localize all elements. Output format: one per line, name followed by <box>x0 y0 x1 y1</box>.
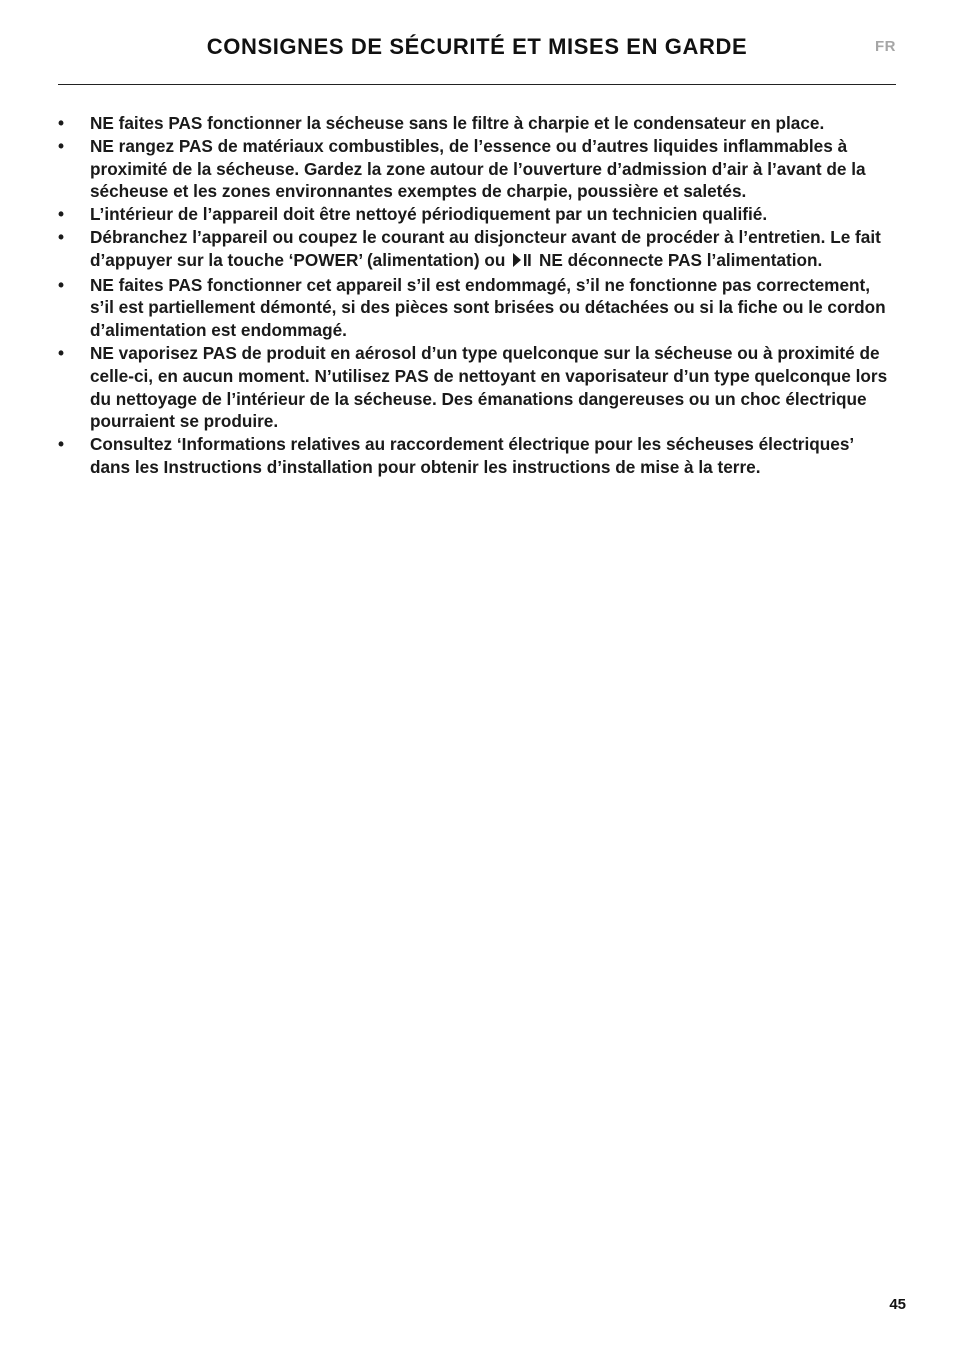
list-item <box>58 342 898 433</box>
page-number: 45 <box>889 1296 906 1313</box>
list-item-text: Débranchez l’appareil ou coupez le courant au disjoncteur avant de procéder à l’entretien. Le fait d’appuyer sur la touche ‘POWER’ (alimentation) ou <box>90 226 881 270</box>
list-item <box>58 274 898 342</box>
safety-warnings-list <box>58 112 898 479</box>
play-pause-icon <box>512 251 532 274</box>
list-item-text: NE faites PAS fonctionner la sécheuse sans le filtre à charpie et le condensateur en place. <box>90 113 825 133</box>
list-item-text: NE vaporisez PAS de produit en aérosol d’un type quelconque sur la sécheuse ou à proximité de celle-ci, en aucun moment. N’utilisez PAS de nettoyant en vaporisateur d’un type quelconque lors du nettoyage de l’intérieur de la sécheuse. Des émanations dangereuses ou un choc électrique pourraient se produire. <box>90 342 888 432</box>
bullet-icon: • <box>58 204 65 225</box>
list-item-text: L’intérieur de l’appareil doit être nettoyé périodiquement par un technicien qualifié. <box>90 204 768 225</box>
bullet-icon: • <box>58 226 65 247</box>
bullet-icon: • <box>58 135 65 156</box>
bullet-icon: • <box>58 342 65 363</box>
list-item-text: NE faites PAS fonctionner cet appareil s’il est endommagé, s’il ne fonctionne pas correctement, s’il est partiellement démonté, si des pièces sont brisées ou détachées ou si la fiche ou le cordon d’alimentation est endommagé. <box>90 274 886 341</box>
list-item <box>58 226 898 274</box>
language-label: FR <box>875 38 896 55</box>
list-item <box>58 203 898 226</box>
list-item-text: Consultez ‘Informations relatives au raccordement électrique pour les sécheuses électriques’ dans les Instructions d’installation pour obtenir les instructions de mise à la terre. <box>90 434 854 477</box>
list-item-text-continued: NE déconnecte PAS l’alimentation. <box>538 249 823 270</box>
list-item <box>58 135 898 203</box>
bullet-icon: • <box>58 113 65 133</box>
page-header <box>58 30 896 85</box>
bullet-icon: • <box>58 274 65 295</box>
list-item-text: NE rangez PAS de matériaux combustibles, de l’essence ou d’autres liquides inflammables à proximité de la sécheuse. Gardez la zone autour de l’ouverture d’admission d’air à l’avant de la sécheuse et les zones environnantes exemptes de charpie, poussière et saletés. <box>90 135 866 202</box>
list-item <box>58 112 898 135</box>
page-title: CONSIGNES DE SÉCURITÉ ET MISES EN GARDE <box>206 34 748 59</box>
list-item <box>58 433 898 479</box>
bullet-icon: • <box>58 434 65 455</box>
